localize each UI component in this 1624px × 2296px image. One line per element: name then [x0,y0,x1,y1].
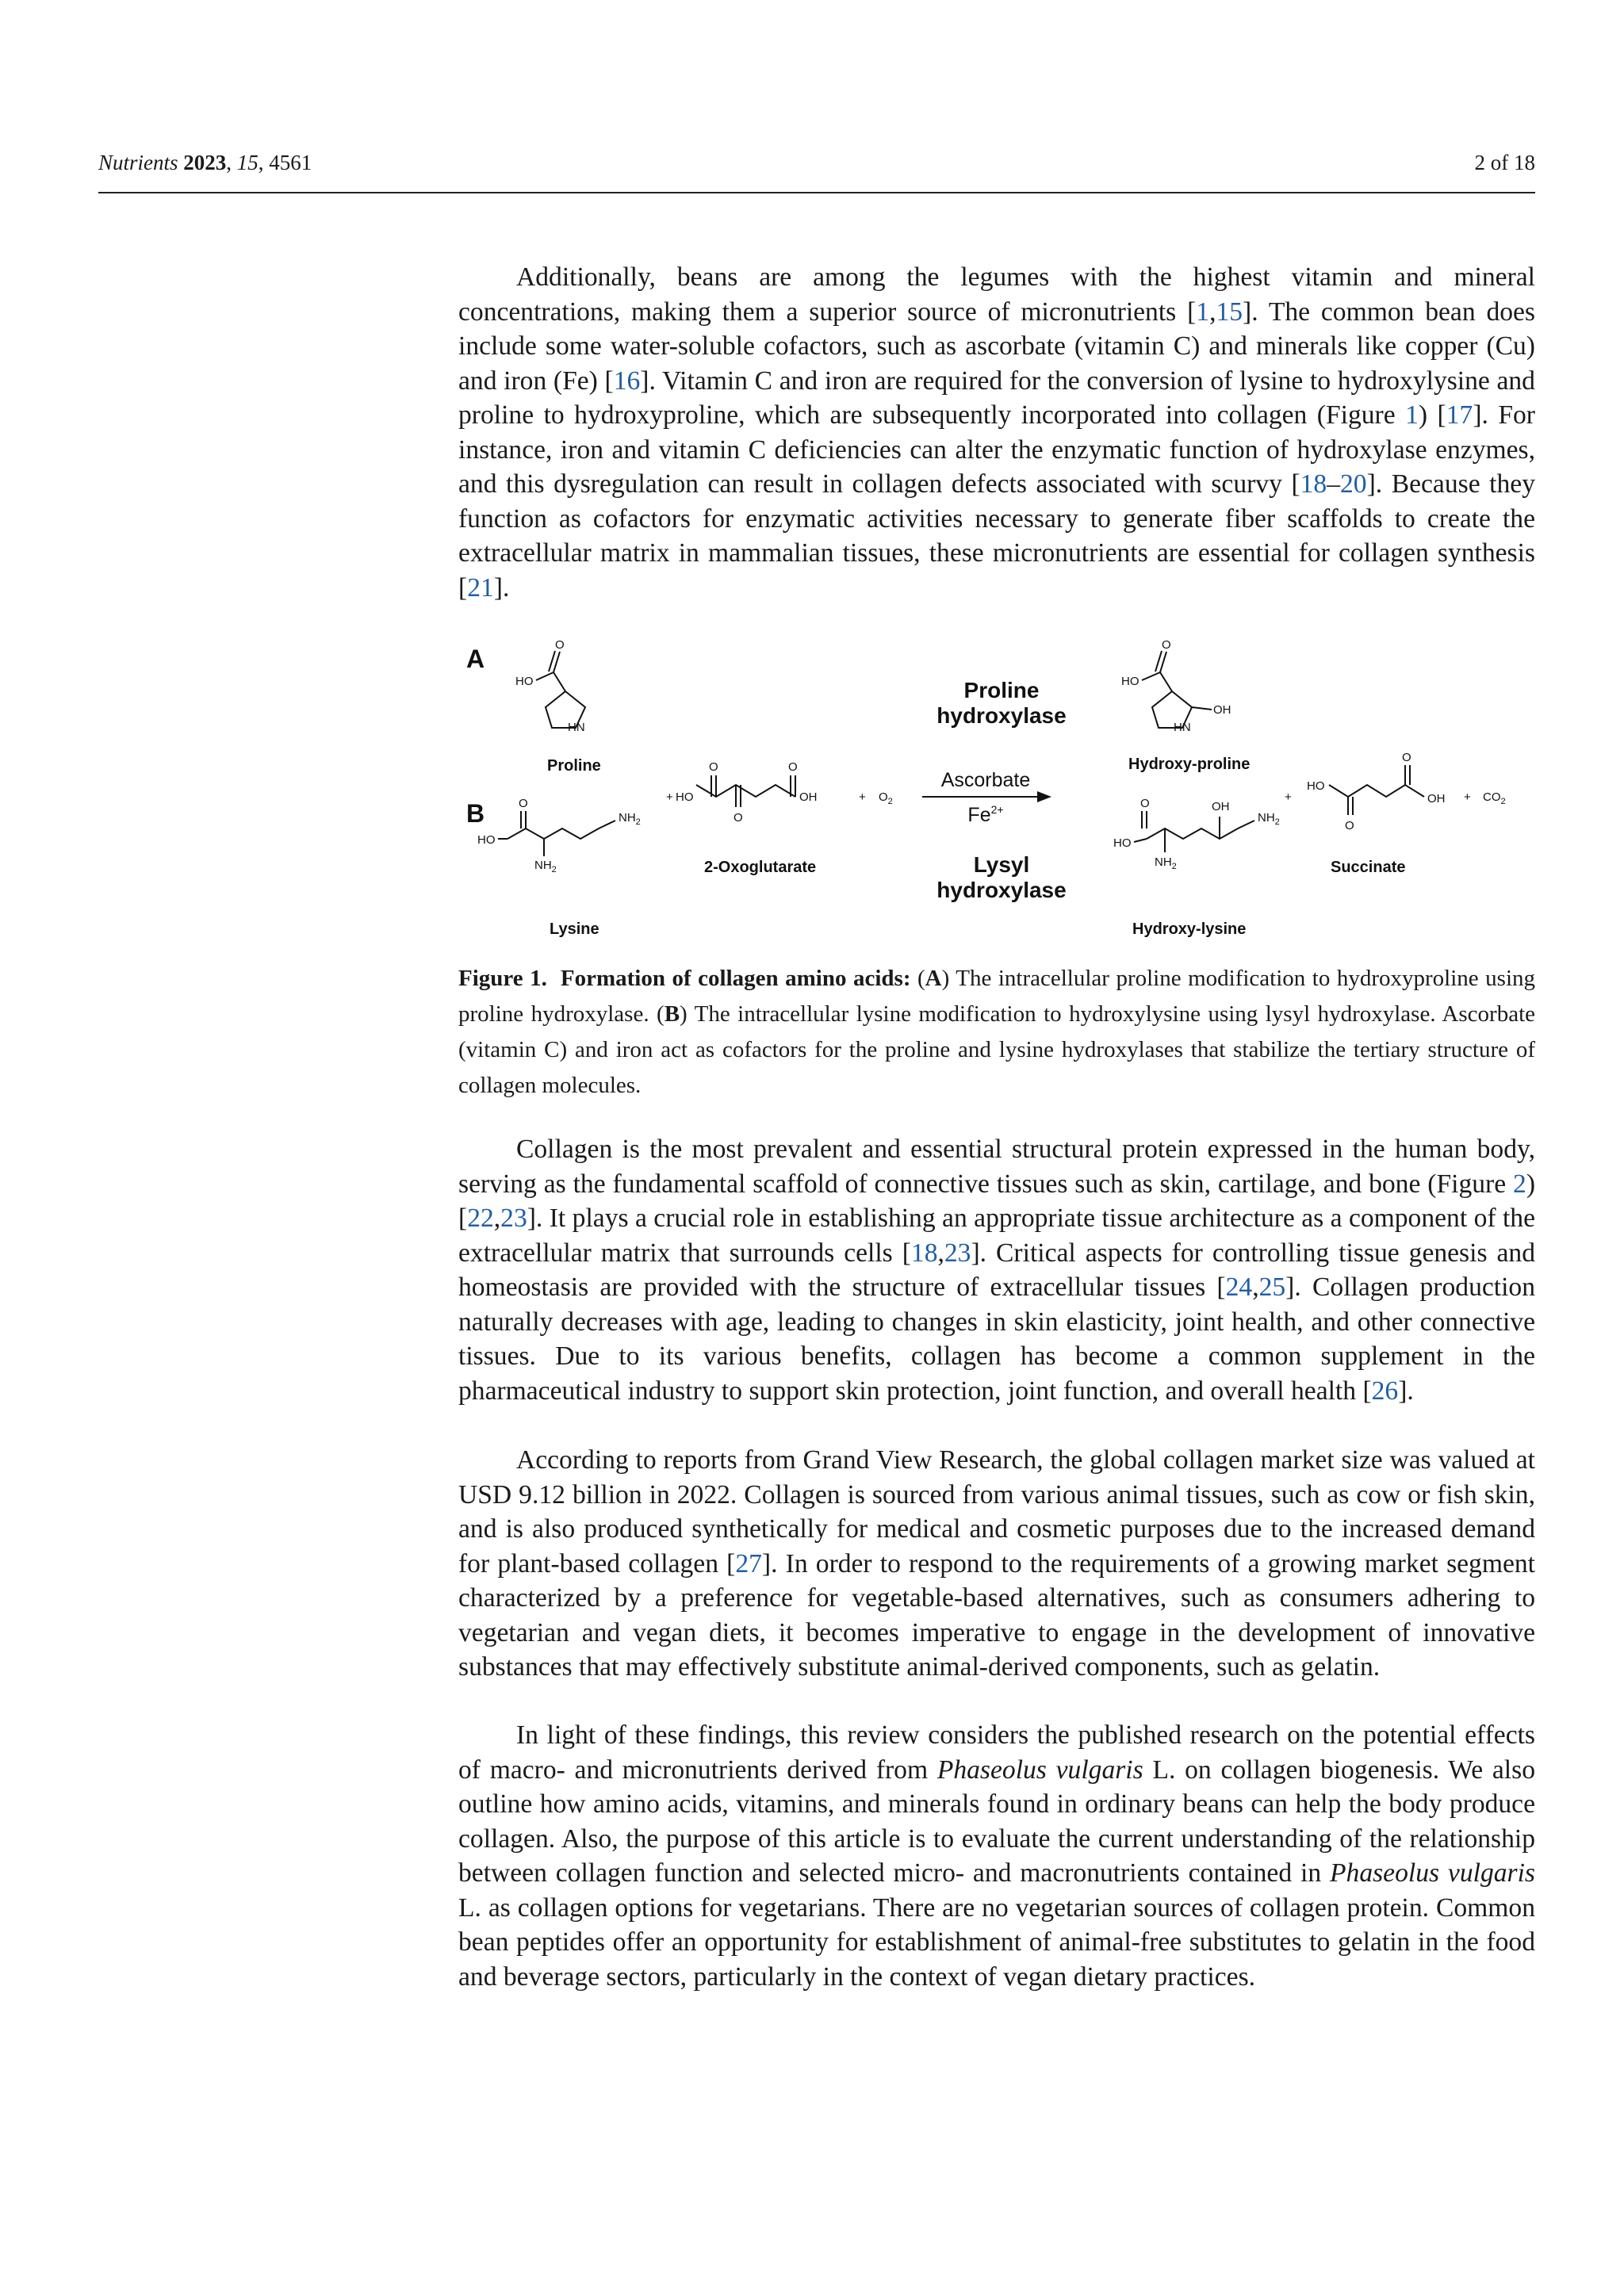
paragraph-3 [458,1443,1535,1685]
carbon-dioxide-label: $CO_2$ [1483,790,1506,806]
enzyme-lysyl-line2: hydroxylase [936,878,1067,902]
succinate-o-atom-1: O [1345,819,1354,832]
enzyme-lysyl-line1: Lysyl [973,852,1030,877]
citation-link[interactable]: 1 [1196,297,1210,327]
text-run: ]. [1398,1376,1414,1406]
proline-ho-atom: HO [515,675,534,688]
text-run: ) [ [1418,400,1446,430]
succinate-label: Succinate [1331,859,1406,876]
hydroxylysine-o-atom: O [1140,797,1150,810]
oxoglutarate-o-atom-3: O [788,760,798,774]
journal-name: Nutrients [98,151,178,174]
figure-1-caption: Figure 1. Formation of collagen amino acids: (A) The intracellular proline modification to hydroxyproline using proline hydroxylase. (B) The intracellular lysine modification to hydroxylysine using lysyl hydroxylase. Ascorbate (vitamin C) and iron act as cofactors for the proline and lysine hydroxylases that stabilize the tertiary structure of collagen molecules. [458,966,1535,1098]
citation-link[interactable]: 23 [944,1238,971,1268]
lysine-ho-atom: HO [477,833,496,847]
paragraph-1 [458,260,1535,605]
text-run: ]. Because they function as cofactors for enzymatic activities necessary to generate fiber scaffolds to create the extracellular matrix in mammalian tissues, these micronutrients are essential for collagen synthesis [ [458,469,1535,603]
plus-sign-3: + [1285,790,1292,804]
hydroxyproline-oh-atom: OH [1213,703,1231,717]
hydroxyproline-label: Hydroxy-proline [1128,756,1251,773]
panel-label-b: B [466,799,485,828]
citation-link[interactable]: 27 [735,1548,762,1578]
text-run: , [1209,297,1216,327]
caption-title: Formation of collagen amino acids: [560,966,911,991]
proline-hn-atom: HN [568,721,585,734]
species-name: Phaseolus vulgaris [936,1755,1143,1785]
cofactor-ascorbate: Ascorbate [940,769,1031,791]
text-run: – [1327,469,1340,499]
oxygen-label: $O_2$ [879,790,893,806]
hydroxylysine-nh2-alpha: $NH_2$ [1155,855,1177,871]
text-run: ]. Critical aspects for controlling tissue genesis and homeostasis are provided with the structure of extracellular tissues [ [458,1238,1535,1302]
succinate-oh-atom: OH [1427,792,1446,806]
article-number: 4561 [269,151,312,174]
lysine-nh2-alpha: $NH_2$ [534,859,557,874]
text-run: L. on collagen biogenesis. We also outline how amino acids, vitamins, and minerals found in ordinary beans can help the body produce collagen. Also, the purpose of this article is to evaluate the current understanding of the relationship between collagen function and selected micro- and macronutrients contained in [458,1755,1535,1888]
text-run: ]. It plays a crucial role in establishing an appropriate tissue architecture as a component of the extracellular matrix that surrounds cells [ [458,1203,1535,1268]
hydroxyproline-ho-atom: HO [1121,675,1139,688]
citation-link[interactable]: 22 [467,1203,494,1233]
hydroxyproline-o-atom: O [1162,638,1171,652]
citation-link[interactable]: 21 [467,572,494,603]
reaction-scheme [458,634,1535,951]
figure-1 [458,634,1535,951]
paragraph-4 [458,1718,1535,1994]
caption-label: Figure 1. [458,966,547,991]
enzyme-proline-line1: Proline [963,678,1040,702]
oxoglutarate-oh-atom: OH [799,790,818,804]
page-number: 2 of 18 [1474,151,1535,174]
proline-o-atom: O [555,638,565,652]
proline-label: Proline [547,757,601,775]
text-run: Additionally, beans are among the legumes with the highest vitamin and mineral concentrations, making them a superior source of micronutrients [ [458,262,1535,327]
text-run: , [937,1238,944,1268]
hydroxyproline-hn-atom: HN [1174,721,1191,734]
journal-volume: 15 [236,151,259,174]
text-run: ]. Vitamin C and iron are required for the conversion of lysine to hydroxylysine and proline to hydroxyproline, which are subsequently incorporated into collagen (Figure [458,365,1535,430]
citation-link[interactable]: 24 [1225,1272,1253,1302]
citation-link[interactable]: 17 [1446,400,1473,430]
oxoglutarate-o-atom-1: O [709,760,718,774]
panel-label-a: A [466,645,485,673]
hydroxylysine-nh2-epsilon: $NH_2$ [1258,811,1280,827]
succinate-o-atom-2: O [1402,751,1411,764]
citation-link[interactable]: 18 [910,1238,938,1268]
citation: Nutrients 2023, 15, 4561 [98,151,312,174]
hydroxylysine-label: Hydroxy-lysine [1132,920,1247,938]
citation-link[interactable]: 15 [1216,297,1243,327]
citation-link[interactable]: 26 [1371,1376,1399,1406]
enzyme-proline-line2: hydroxylase [936,703,1067,728]
lysine-nh2-epsilon: $NH_2$ [619,811,641,827]
text-run: ]. In order to respond to the requirements of a growing market segment characterized by a preference for vegetable-based alternatives, such as consumers adhering to vegetarian and vegan diets, it becomes imperative to engage in the development of innovative substances that may effectively substitute animal-derived components, such as gelatin. [458,1548,1535,1682]
hydroxylysine-oh-atom: OH [1212,800,1230,813]
text-run: ]. The common bean does include some water-soluble cofactors, such as ascorbate (vitamin C) and minerals like copper (Cu) and iron (Fe) [ [458,297,1535,396]
plus-sign-1: + [666,790,673,804]
text-run: According to reports from Grand View Research, the global collagen market size was valued at USD 9.12 billion in 2022. Collagen is sourced from various animal tissues, such as cow or fish skin, and is also produced synthetically for medical and cosmetic purposes due to the increased demand for plant-based collagen [ [458,1445,1535,1578]
citation-link[interactable]: 1 [1405,400,1419,430]
header-rule [98,192,1535,193]
journal-year: 2023 [183,151,227,174]
text-run: , [1252,1272,1259,1302]
citation-link[interactable]: 18 [1300,469,1327,499]
text-run: In light of these findings, this review considers the published research on the potential effects of macro- and micronutrients derived from [458,1720,1535,1785]
text-run: L. as collagen options for vegetarians. There are no vegetarian sources of collagen protein. Common bean peptides offer an opportunity for establishment of animal-free substitutes to gelatin in the food and beverage sectors, particularly in the context of vegan dietary practices. [458,1892,1535,1992]
species-name: Phaseolus vulgaris [1330,1858,1535,1888]
citation-link[interactable]: 25 [1258,1272,1286,1302]
citation-link[interactable]: 2 [1513,1169,1526,1199]
oxoglutarate-label: 2-Oxoglutarate [704,859,817,876]
text-run: ) [ [458,1169,1535,1233]
text-run: ]. For instance, iron and vitamin C deficiencies can alter the enzymatic function of hydroxylase enzymes, and this dysregulation can result in collagen defects associated with scurvy [ [458,400,1535,499]
text-run: Collagen is the most prevalent and essential structural protein expressed in the human body, serving as the fundamental scaffold of connective tissues such as skin, cartilage, and bone (Figure [458,1135,1535,1199]
text-run: ]. [493,572,510,603]
citation-link[interactable]: 23 [500,1203,527,1233]
oxoglutarate-ho-atom: HO [676,790,694,804]
text-run: , [493,1203,501,1233]
oxoglutarate-o-atom-2: O [733,811,743,825]
running-header [98,151,1535,175]
plus-sign-4: + [1464,790,1471,804]
citation-link[interactable]: 20 [1340,469,1367,499]
succinate-ho-atom: HO [1307,779,1325,793]
cofactor-iron: $Fe^{2+}$ [967,803,1004,826]
lysine-label: Lysine [550,920,599,938]
paragraph-2 [458,1132,1535,1408]
citation-link[interactable]: 16 [613,365,641,396]
lysine-o-atom: O [519,797,528,810]
hydroxylysine-ho-atom: HO [1113,836,1132,850]
plus-sign-2: + [859,790,866,804]
text-run: ]. Collagen production naturally decreases with age, leading to changes in skin elasticity, joint health, and other connective tissues. Due to its various benefits, collagen has become a common supplement in the pharmaceutical industry to support skin protection, joint function, and overall health [ [458,1272,1535,1406]
